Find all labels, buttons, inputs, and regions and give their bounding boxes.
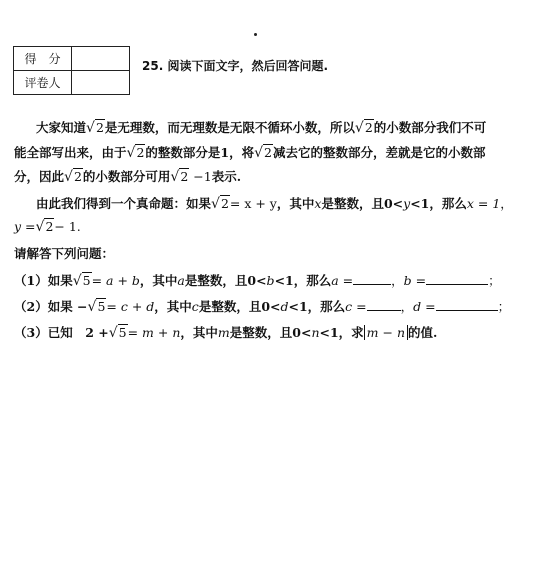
- variable: a: [177, 273, 185, 288]
- score-label: 得 分: [14, 47, 72, 71]
- radicand: 2: [180, 169, 189, 184]
- equation: = c + d: [106, 299, 155, 314]
- sqrt-2-expression: √2: [170, 169, 189, 185]
- passage-text: <1，那么: [410, 196, 467, 211]
- radicand: 2: [220, 196, 229, 211]
- variable: x: [314, 196, 322, 211]
- absolute-value-expression: m − n: [364, 325, 408, 340]
- answer-blank-a[interactable]: [353, 272, 391, 285]
- sqrt-5-expression: √5: [87, 299, 106, 315]
- sqrt-2-expression: √2: [211, 196, 229, 212]
- passage-line-1: [36, 118, 486, 136]
- answer-blank-b[interactable]: [426, 272, 488, 285]
- equation: = a + b: [91, 273, 140, 288]
- answer-label: a =: [331, 273, 354, 288]
- variable: n: [311, 325, 320, 340]
- question-instruction: 阅读下面文字，然后回答问题.: [167, 59, 329, 73]
- passage-text: 的小数部分可用: [82, 169, 171, 184]
- radicand: 2: [95, 120, 104, 135]
- equation: y =: [14, 219, 36, 234]
- equation: − 1.: [54, 219, 81, 234]
- radicand: 2: [264, 145, 272, 160]
- radicand: 5: [97, 299, 106, 314]
- item-text: ，其中: [154, 299, 192, 314]
- question-item-3: [14, 323, 437, 341]
- passage-text: 是无理数，而无理数是无限不循环小数，所以: [104, 120, 355, 135]
- variable: b: [266, 273, 275, 288]
- passage-line-4: 由此我们得到一个真命题：如果√2= x + y，其中x是整数，且0<y<1，那么x = 1，: [36, 196, 513, 212]
- variable: d: [280, 299, 289, 314]
- sqrt-2-expression: √2: [126, 145, 145, 161]
- score-table: [13, 46, 130, 95]
- equation: = x + y: [229, 196, 277, 211]
- passage-text: 大家知道: [36, 120, 87, 135]
- variable: y: [403, 196, 411, 211]
- passage-text: 能全部写出来，由于: [14, 145, 127, 160]
- item-text: （1）如果: [14, 273, 73, 288]
- answer-label: c =: [345, 299, 367, 314]
- radicand: 2: [364, 120, 373, 135]
- sqrt-2-expression: √2: [86, 120, 104, 136]
- item-text: 是整数，且0<: [198, 299, 281, 314]
- passage-text: 分，因此: [14, 169, 65, 184]
- passage-line-2: [14, 143, 485, 161]
- answer-label: d =: [413, 299, 436, 314]
- passage-text: 的小数部分我们不可: [373, 120, 487, 135]
- radicand: 5: [118, 325, 127, 340]
- item-text: 是整数，且0<: [229, 325, 312, 340]
- sqrt-2-expression: √2: [354, 120, 373, 136]
- question-number: 25.: [142, 59, 164, 73]
- item-text: ，其中: [139, 273, 178, 288]
- radicand: 2: [136, 145, 145, 160]
- answer-prompt: 请解答下列问题：: [14, 246, 115, 261]
- radicand: 2: [73, 169, 82, 184]
- question-item-2: （2）如果 −√5= c + d，其中c是整数，且0<d<1，那么c = ，d = ；: [14, 299, 511, 315]
- item-text: <1，那么: [288, 299, 346, 314]
- page-mark-dot: [254, 33, 257, 36]
- minus-one: −1: [189, 169, 212, 184]
- sqrt-5-expression: √5: [72, 273, 91, 289]
- answer-label: b =: [403, 273, 427, 288]
- item-text: ，其中: [180, 325, 218, 340]
- item-text: 是整数，且0<: [184, 273, 267, 288]
- passage-text: 表示.: [211, 169, 242, 184]
- passage-text: 是整数，且0<: [321, 196, 404, 211]
- passage-text: 的整数部分是1，将: [145, 145, 255, 160]
- radicand: 5: [82, 273, 91, 288]
- sqrt-2-expression: √2: [35, 219, 54, 235]
- grader-row: [14, 71, 130, 95]
- item-text: 的值.: [408, 325, 438, 340]
- equation: = m + n: [127, 325, 181, 340]
- passage-text: 减去它的整数部分，差就是它的小数部: [272, 145, 486, 160]
- equation: x = 1: [466, 196, 501, 211]
- item-text: <1，那么: [274, 273, 332, 288]
- grader-label: 评卷人: [14, 71, 72, 95]
- answer-blank-d[interactable]: [436, 298, 498, 311]
- score-row: [14, 47, 130, 71]
- variable: c: [191, 299, 199, 314]
- item-text: （3）已知 2 +: [14, 325, 109, 340]
- grader-value-cell: [72, 71, 130, 95]
- question-item-1: （1）如果√5= a + b，其中a是整数，且0<b<1，那么a = ，b = ；: [14, 273, 501, 289]
- score-value-cell: [72, 47, 130, 71]
- item-text: <1，求: [319, 325, 364, 340]
- variable: m: [217, 325, 230, 340]
- radicand: 2: [45, 219, 54, 234]
- passage-line-3: [14, 167, 241, 185]
- passage-text: 由此我们得到一个真命题：如果: [36, 196, 212, 211]
- passage-line-5: [14, 219, 81, 235]
- sqrt-2-expression: √2: [64, 169, 82, 185]
- passage-text: ，其中: [276, 196, 315, 211]
- answer-blank-c[interactable]: [367, 298, 401, 311]
- sqrt-5-expression: √5: [108, 325, 127, 341]
- sqrt-2-expression: √2: [254, 145, 272, 161]
- item-text: （2）如果 −: [14, 299, 88, 314]
- question-header: [142, 57, 328, 74]
